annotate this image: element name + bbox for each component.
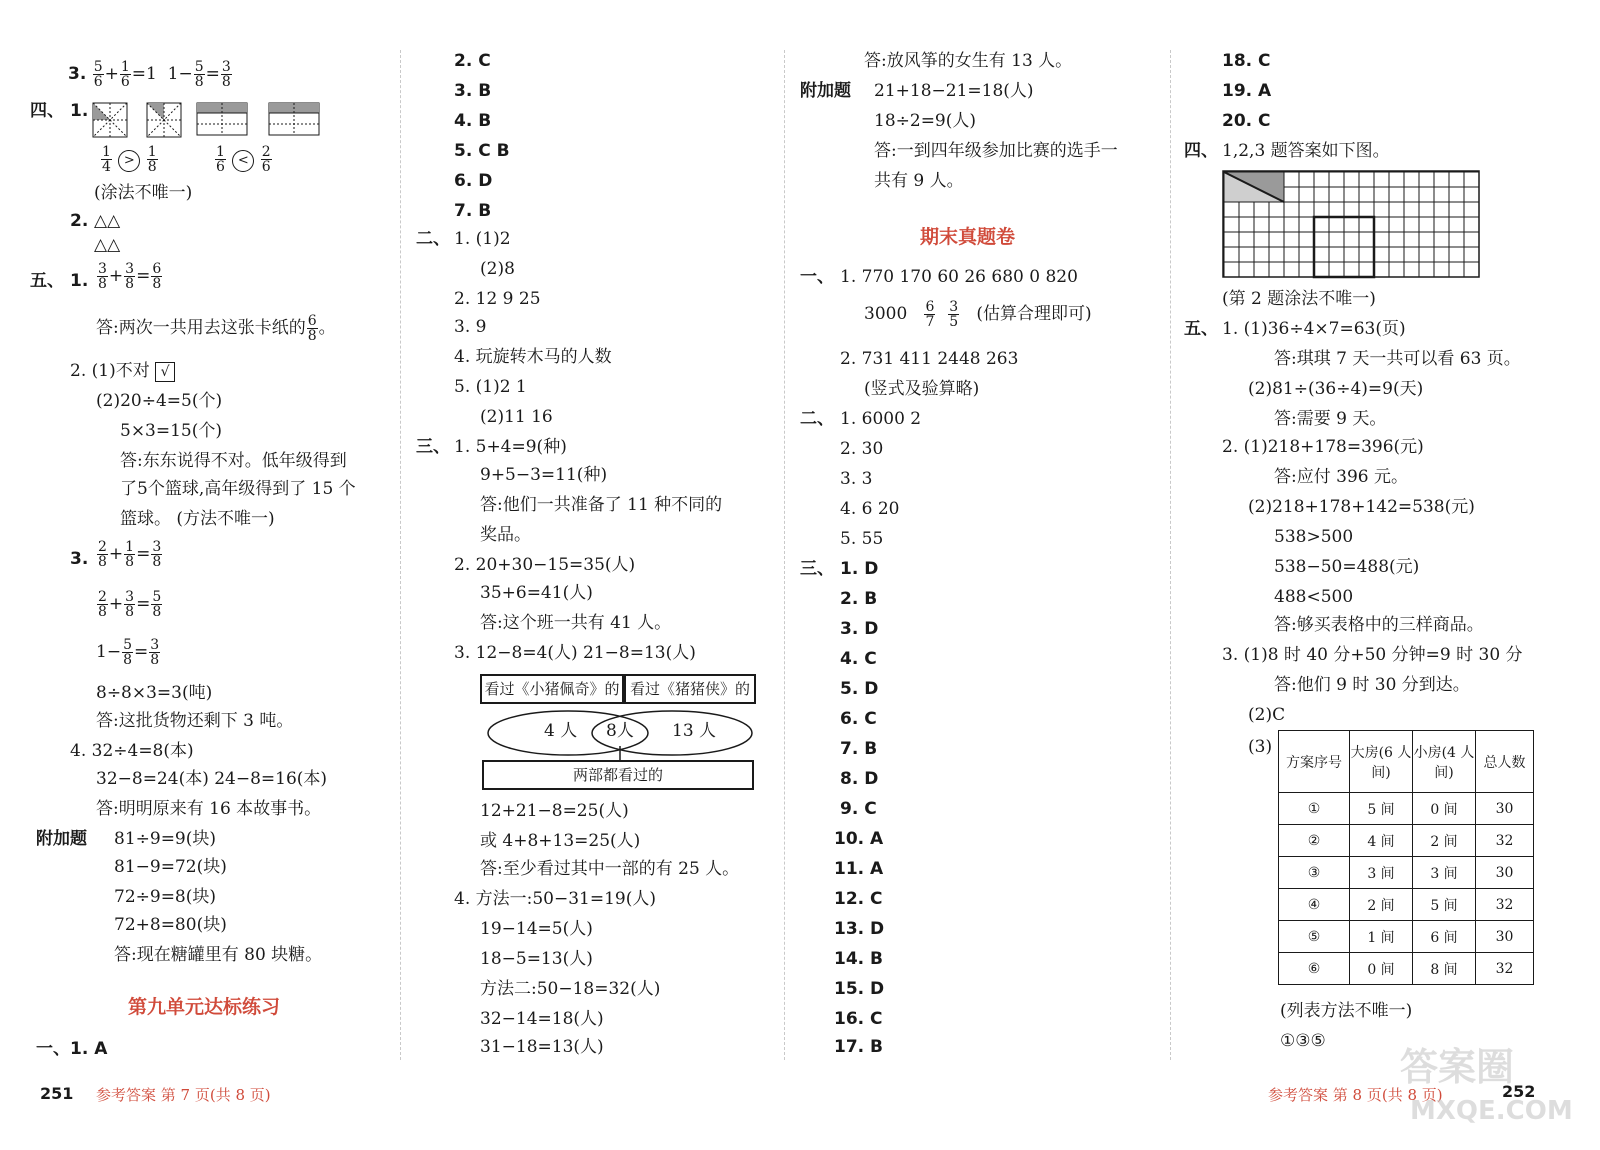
- answer-line: 6. D: [454, 171, 493, 191]
- answer-line: 81÷9=9(块): [114, 829, 217, 849]
- fraction: $\frac{1}{6}$: [120, 59, 130, 90]
- section-five: 五、: [30, 271, 64, 291]
- answer-line: 答:够买表格中的三样商品。: [1274, 615, 1484, 635]
- answer-line: 2. 30: [840, 439, 884, 459]
- answer-line: 答:一到四年级参加比赛的选手一: [874, 141, 1118, 161]
- answer-line: [70, 360, 175, 382]
- answer-line: 1. 6000 2: [840, 409, 922, 429]
- answer-line: 篮球。 (方法不唯一): [120, 509, 275, 529]
- fraction: $\frac{5}{8}$: [152, 589, 162, 620]
- table-header: 小房(4 人间): [1413, 731, 1476, 793]
- exam-title: 期末真题卷: [920, 226, 1016, 248]
- fraction: $\frac{3}{8}$: [98, 261, 107, 292]
- answer-line: 2. 12 9 25: [454, 289, 541, 309]
- answer-line: 3. 9: [454, 317, 487, 337]
- unit-title: 第九单元达标练习: [128, 996, 281, 1018]
- table-cell: 2 间: [1350, 889, 1413, 921]
- fraction: $\frac{1}{8}$: [125, 539, 135, 570]
- note: (列表方法不唯一): [1280, 1001, 1413, 1021]
- answer-line: 2. (1)218+178=396(元): [1222, 437, 1424, 457]
- answer-line: 32−14=18(人): [480, 1009, 604, 1029]
- table-cell: 8 间: [1413, 953, 1476, 985]
- answer-line: (2)81÷(36÷4)=9(天): [1248, 379, 1424, 399]
- answer-line: (2)20÷4=5(个): [96, 391, 223, 411]
- fraction: $\frac{6}{8}$: [307, 313, 317, 344]
- table-cell: ⑤: [1279, 921, 1350, 953]
- table-row: [1279, 953, 1534, 985]
- answer-line: 19−14=5(人): [480, 919, 593, 939]
- section-three: 三、: [416, 437, 450, 457]
- answer-line: 答:需要 9 天。: [1274, 409, 1387, 429]
- answer-line: 8. D: [840, 769, 879, 789]
- answer-line: 488<500: [1274, 587, 1354, 607]
- fraction: $\frac{1}{6}$: [216, 144, 225, 175]
- shaded-rect-2: [268, 102, 320, 136]
- answer-line: (2)C: [1248, 705, 1286, 725]
- answer-line: 答:明明原来有 16 本故事书。: [96, 799, 322, 819]
- section-two: 二、: [416, 229, 450, 249]
- page-number-left: 251: [40, 1084, 74, 1103]
- table-row: [1279, 857, 1534, 889]
- equation: 1− $\frac{5}{8}$ = $\frac{3}{8}$: [96, 637, 160, 668]
- table-cell: 30: [1476, 921, 1534, 953]
- answer-line: 7. B: [840, 739, 878, 759]
- answer-line: 6. C: [840, 709, 877, 729]
- answer-line: 15. D: [834, 979, 885, 999]
- answer-line: 共有 9 人。: [874, 171, 964, 191]
- column-divider: [1170, 50, 1171, 1060]
- answer-line: 1,2,3 题答案如下图。: [1222, 141, 1390, 161]
- table-cell: 30: [1476, 857, 1534, 889]
- answer-line: 13. D: [834, 919, 885, 939]
- answer-line: 5. D: [840, 679, 879, 699]
- answer-text: 2. (1)不对: [70, 361, 150, 381]
- answer-line: 4. 方法一:50−31=19(人): [454, 889, 656, 909]
- compare-row: [214, 145, 273, 174]
- answer-line: 10. A: [834, 829, 884, 849]
- answer-line: 4. C: [840, 649, 877, 669]
- answer-line: 3. (1)8 时 40 分+50 分钟=9 时 30 分: [1222, 645, 1523, 665]
- answer-line: 了5个篮球,高年级得到了 15 个: [120, 479, 356, 499]
- answer-line: ①③⑤: [1280, 1031, 1326, 1051]
- column-divider: [784, 50, 785, 1060]
- answer-line: 7. B: [454, 201, 492, 221]
- answer-line: 14. B: [834, 949, 883, 969]
- answer-line: 32−8=24(本) 24−8=16(本): [96, 769, 328, 789]
- q-number: 2.: [70, 211, 89, 231]
- answer-line: 答:应付 396 元。: [1274, 467, 1408, 487]
- answer-line: 答:放风筝的女生有 13 人。: [864, 51, 1073, 71]
- label-box-both: 两部都看过的: [482, 760, 754, 790]
- answer-line: 2. 731 411 2448 263: [840, 349, 1019, 369]
- venn-left-value: 4 人: [544, 721, 578, 741]
- answer-line: 4. 6 20: [840, 499, 900, 519]
- answer-line: 16. C: [834, 1009, 883, 1029]
- venn-middle-value: 8人: [606, 721, 634, 741]
- answer-line: 方法二:50−18=32(人): [480, 979, 661, 999]
- answer-line: 2. B: [840, 589, 878, 609]
- answer-line: 19. A: [1222, 81, 1272, 101]
- equation: $\frac{2}{8}$ + $\frac{3}{8}$ = $\frac{5}{8}$: [98, 589, 162, 620]
- answer-line: 11. A: [834, 859, 884, 879]
- fraction: $\frac{5}{8}$: [123, 637, 132, 668]
- answer-line: 1. (1)36÷4×7=63(页): [1222, 319, 1406, 339]
- compare-less: <: [232, 150, 254, 172]
- table-row: [1279, 793, 1534, 825]
- answer-line: 答:琪琪 7 天一共可以看 63 页。: [1274, 349, 1521, 369]
- answer-line: (2)8: [480, 259, 515, 279]
- bonus-label: 附加题: [800, 81, 851, 101]
- fraction: $\frac{3}{8}$: [125, 261, 135, 292]
- fraction: $\frac{5}{8}$: [194, 59, 204, 90]
- equation: $\frac{2}{8}$ + $\frac{1}{8}$ = $\frac{3}{8}$: [98, 539, 162, 570]
- q-number: 1.: [70, 271, 89, 291]
- label-box-peppa: 看过《小猪佩奇》的: [480, 674, 624, 704]
- table-header: 总人数: [1476, 731, 1534, 793]
- grid-figure: [1222, 170, 1482, 280]
- table-cell: 30: [1476, 793, 1534, 825]
- answer-line: 5. C B: [454, 141, 510, 161]
- venn-right-value: 13 人: [672, 721, 717, 741]
- answer-line: 18÷2=9(人): [874, 111, 977, 131]
- answer-line: 81−9=72(块): [114, 857, 227, 877]
- label-box-gg-bond: 看过《猪猪侠》的: [624, 674, 756, 704]
- q3-row: 3. $\frac{5}{6}$ + $\frac{1}{6}$ =1 1− $\frac{5}{8}$ = $\frac{3}{8}$: [68, 59, 231, 90]
- watermark-url: MXQE.COM: [1410, 1096, 1573, 1126]
- answer-line: (2)218+178+142=538(元): [1248, 497, 1475, 517]
- section-four: 四、: [1184, 141, 1218, 161]
- fraction: $\frac{3}{8}$: [152, 539, 162, 570]
- table-cell: 32: [1476, 889, 1534, 921]
- table-cell: 3 间: [1413, 857, 1476, 889]
- answer-line: 答:这批货物还剩下 3 吨。: [96, 711, 294, 731]
- answer-text: 3000: [864, 304, 908, 324]
- answer-line: (3): [1248, 737, 1273, 757]
- answer-line: 答:这个班一共有 41 人。: [480, 613, 672, 633]
- answer-line: 72÷9=8(块): [114, 887, 217, 907]
- answer-line: 18−5=13(人): [480, 949, 593, 969]
- section-one: 一、: [800, 267, 834, 287]
- answer-line: 4. 玩旋转木马的人数: [454, 347, 612, 367]
- q-number: 3.: [70, 549, 89, 569]
- answer-line: 5. 55: [840, 529, 884, 549]
- page-number-right: 252: [1502, 1082, 1536, 1101]
- triangles: △△: [94, 211, 121, 231]
- answer-line: 35+6=41(人): [480, 583, 593, 603]
- table-cell: ②: [1279, 825, 1350, 857]
- note: (涂法不唯一): [94, 183, 193, 203]
- answer-line: 17. B: [834, 1037, 883, 1057]
- plan-table: [1278, 730, 1534, 985]
- table-cell: 6 间: [1413, 921, 1476, 953]
- answer-line: 4. B: [454, 111, 492, 131]
- answer-line: 答:东东说得不对。低年级得到: [120, 451, 347, 471]
- shaded-square-2: [146, 102, 182, 138]
- answer-line: 538−50=488(元): [1274, 557, 1420, 577]
- answer-line: 8÷8×3=3(吨): [96, 683, 213, 703]
- answer-line: 538>500: [1274, 527, 1354, 547]
- answer-line: (2)11 16: [480, 407, 553, 427]
- answer-line: 1. 770 170 60 26 680 0 820: [840, 267, 1078, 287]
- answer-text: (估算合理即可): [976, 304, 1092, 324]
- answer-line: 9+5−3=11(种): [480, 465, 608, 485]
- bonus-label: 附加题: [36, 829, 87, 849]
- compare-greater: >: [118, 150, 140, 172]
- footer-left: 参考答案 第 7 页(共 8 页): [96, 1086, 271, 1104]
- answer-line: 3. D: [840, 619, 879, 639]
- fraction: $\frac{1}{4}$: [102, 144, 111, 175]
- table-cell: ③: [1279, 857, 1350, 889]
- fraction: $\frac{5}{6}$: [93, 59, 103, 90]
- table-cell: 5 间: [1350, 793, 1413, 825]
- equation: $\frac{3}{8}$ + $\frac{3}{8}$ = $\frac{6}{8}$: [98, 261, 162, 292]
- answer-line: 2. C: [454, 51, 491, 71]
- fraction: $\frac{6}{8}$: [152, 261, 162, 292]
- table-cell: 0 间: [1413, 793, 1476, 825]
- fraction: $\frac{6}{7}$: [925, 299, 935, 330]
- check-box: √: [155, 362, 175, 382]
- table-header: 方案序号: [1279, 731, 1350, 793]
- shaded-square-1: [92, 102, 128, 138]
- answer-line: 5. (1)2 1: [454, 377, 527, 397]
- fraction: $\frac{3}{8}$: [125, 589, 135, 620]
- fraction: $\frac{2}{8}$: [98, 539, 107, 570]
- table-cell: ⑥: [1279, 953, 1350, 985]
- table-row: [1279, 921, 1534, 953]
- answer-line: 2. 20+30−15=35(人): [454, 555, 636, 575]
- table-row: [1279, 889, 1534, 921]
- table-row: [1279, 825, 1534, 857]
- table-cell: ④: [1279, 889, 1350, 921]
- q-number: 3.: [68, 64, 87, 84]
- answer-line: 一、1. A: [36, 1039, 108, 1059]
- answer-line: 31−18=13(人): [480, 1037, 604, 1057]
- answer-text: 答:两次一共用去这张卡纸的: [96, 318, 306, 338]
- footer-right: 参考答案 第 8 页(共 8 页): [1268, 1086, 1443, 1104]
- answer-line: 1. 5+4=9(种): [454, 437, 567, 457]
- section-four: 四、: [30, 101, 64, 121]
- answer-line: 答:现在糖罐里有 80 块糖。: [114, 945, 323, 965]
- answer-line: 18. C: [1222, 51, 1271, 71]
- table-header: 大房(6 人间): [1350, 731, 1413, 793]
- table-cell: 32: [1476, 953, 1534, 985]
- fraction: $\frac{1}{8}$: [147, 144, 157, 175]
- answer-line: 3. 12−8=4(人) 21−8=13(人): [454, 643, 696, 663]
- answer-line: 4. 32÷4=8(本): [70, 741, 194, 761]
- section-two: 二、: [800, 409, 834, 429]
- answer: 答:两次一共用去这张卡纸的 $\frac{6}{8}$ 。: [96, 313, 336, 344]
- q-number: 1.: [70, 101, 89, 121]
- watermark-logo: 答案圈: [1400, 1045, 1515, 1089]
- fraction: $\frac{2}{6}$: [261, 144, 271, 175]
- answer-line: 12. C: [834, 889, 883, 909]
- table-cell: 2 间: [1413, 825, 1476, 857]
- table-cell: 4 间: [1350, 825, 1413, 857]
- answer-line: 1. D: [840, 559, 879, 579]
- answer-line: 12+21−8=25(人): [480, 801, 629, 821]
- answer-line: 1. (1)2: [454, 229, 511, 249]
- fraction: $\frac{3}{8}$: [150, 637, 160, 668]
- fraction: $\frac{2}{8}$: [98, 589, 107, 620]
- answer-line: 奖品。: [480, 525, 531, 545]
- answer-line: 72+8=80(块): [114, 915, 227, 935]
- table-cell: 3 间: [1350, 857, 1413, 889]
- answer-line: 5×3=15(个): [120, 421, 223, 441]
- answer-line: 答:至少看过其中一部的有 25 人。: [480, 859, 740, 879]
- answer-line: 9. C: [840, 799, 877, 819]
- table-cell: 32: [1476, 825, 1534, 857]
- answer-line: [864, 300, 1092, 329]
- triangles: △△: [94, 235, 121, 255]
- table-cell: 1 间: [1350, 921, 1413, 953]
- table-cell: ①: [1279, 793, 1350, 825]
- table-cell: 0 间: [1350, 953, 1413, 985]
- answer-line: 答:他们一共准备了 11 种不同的: [480, 495, 723, 515]
- shaded-rect-1: [196, 102, 248, 136]
- answer-line: 21+18−21=18(人): [874, 81, 1034, 101]
- answer-line: 答:他们 9 时 30 分到达。: [1274, 675, 1470, 695]
- section-five: 五、: [1184, 319, 1218, 339]
- note: (第 2 题涂法不唯一): [1222, 289, 1376, 309]
- table-cell: 5 间: [1413, 889, 1476, 921]
- compare-row: [100, 145, 159, 174]
- answer-line: 3. B: [454, 81, 492, 101]
- answer-line: 20. C: [1222, 111, 1271, 131]
- section-three: 三、: [800, 559, 834, 579]
- answer-line: (竖式及验算略): [864, 379, 980, 399]
- fraction: $\frac{3}{8}$: [221, 59, 231, 90]
- fraction: $\frac{3}{5}$: [949, 299, 959, 330]
- answer-line: 或 4+8+13=25(人): [480, 831, 641, 851]
- answer-line: 3. 3: [840, 469, 873, 489]
- column-divider: [400, 50, 401, 1060]
